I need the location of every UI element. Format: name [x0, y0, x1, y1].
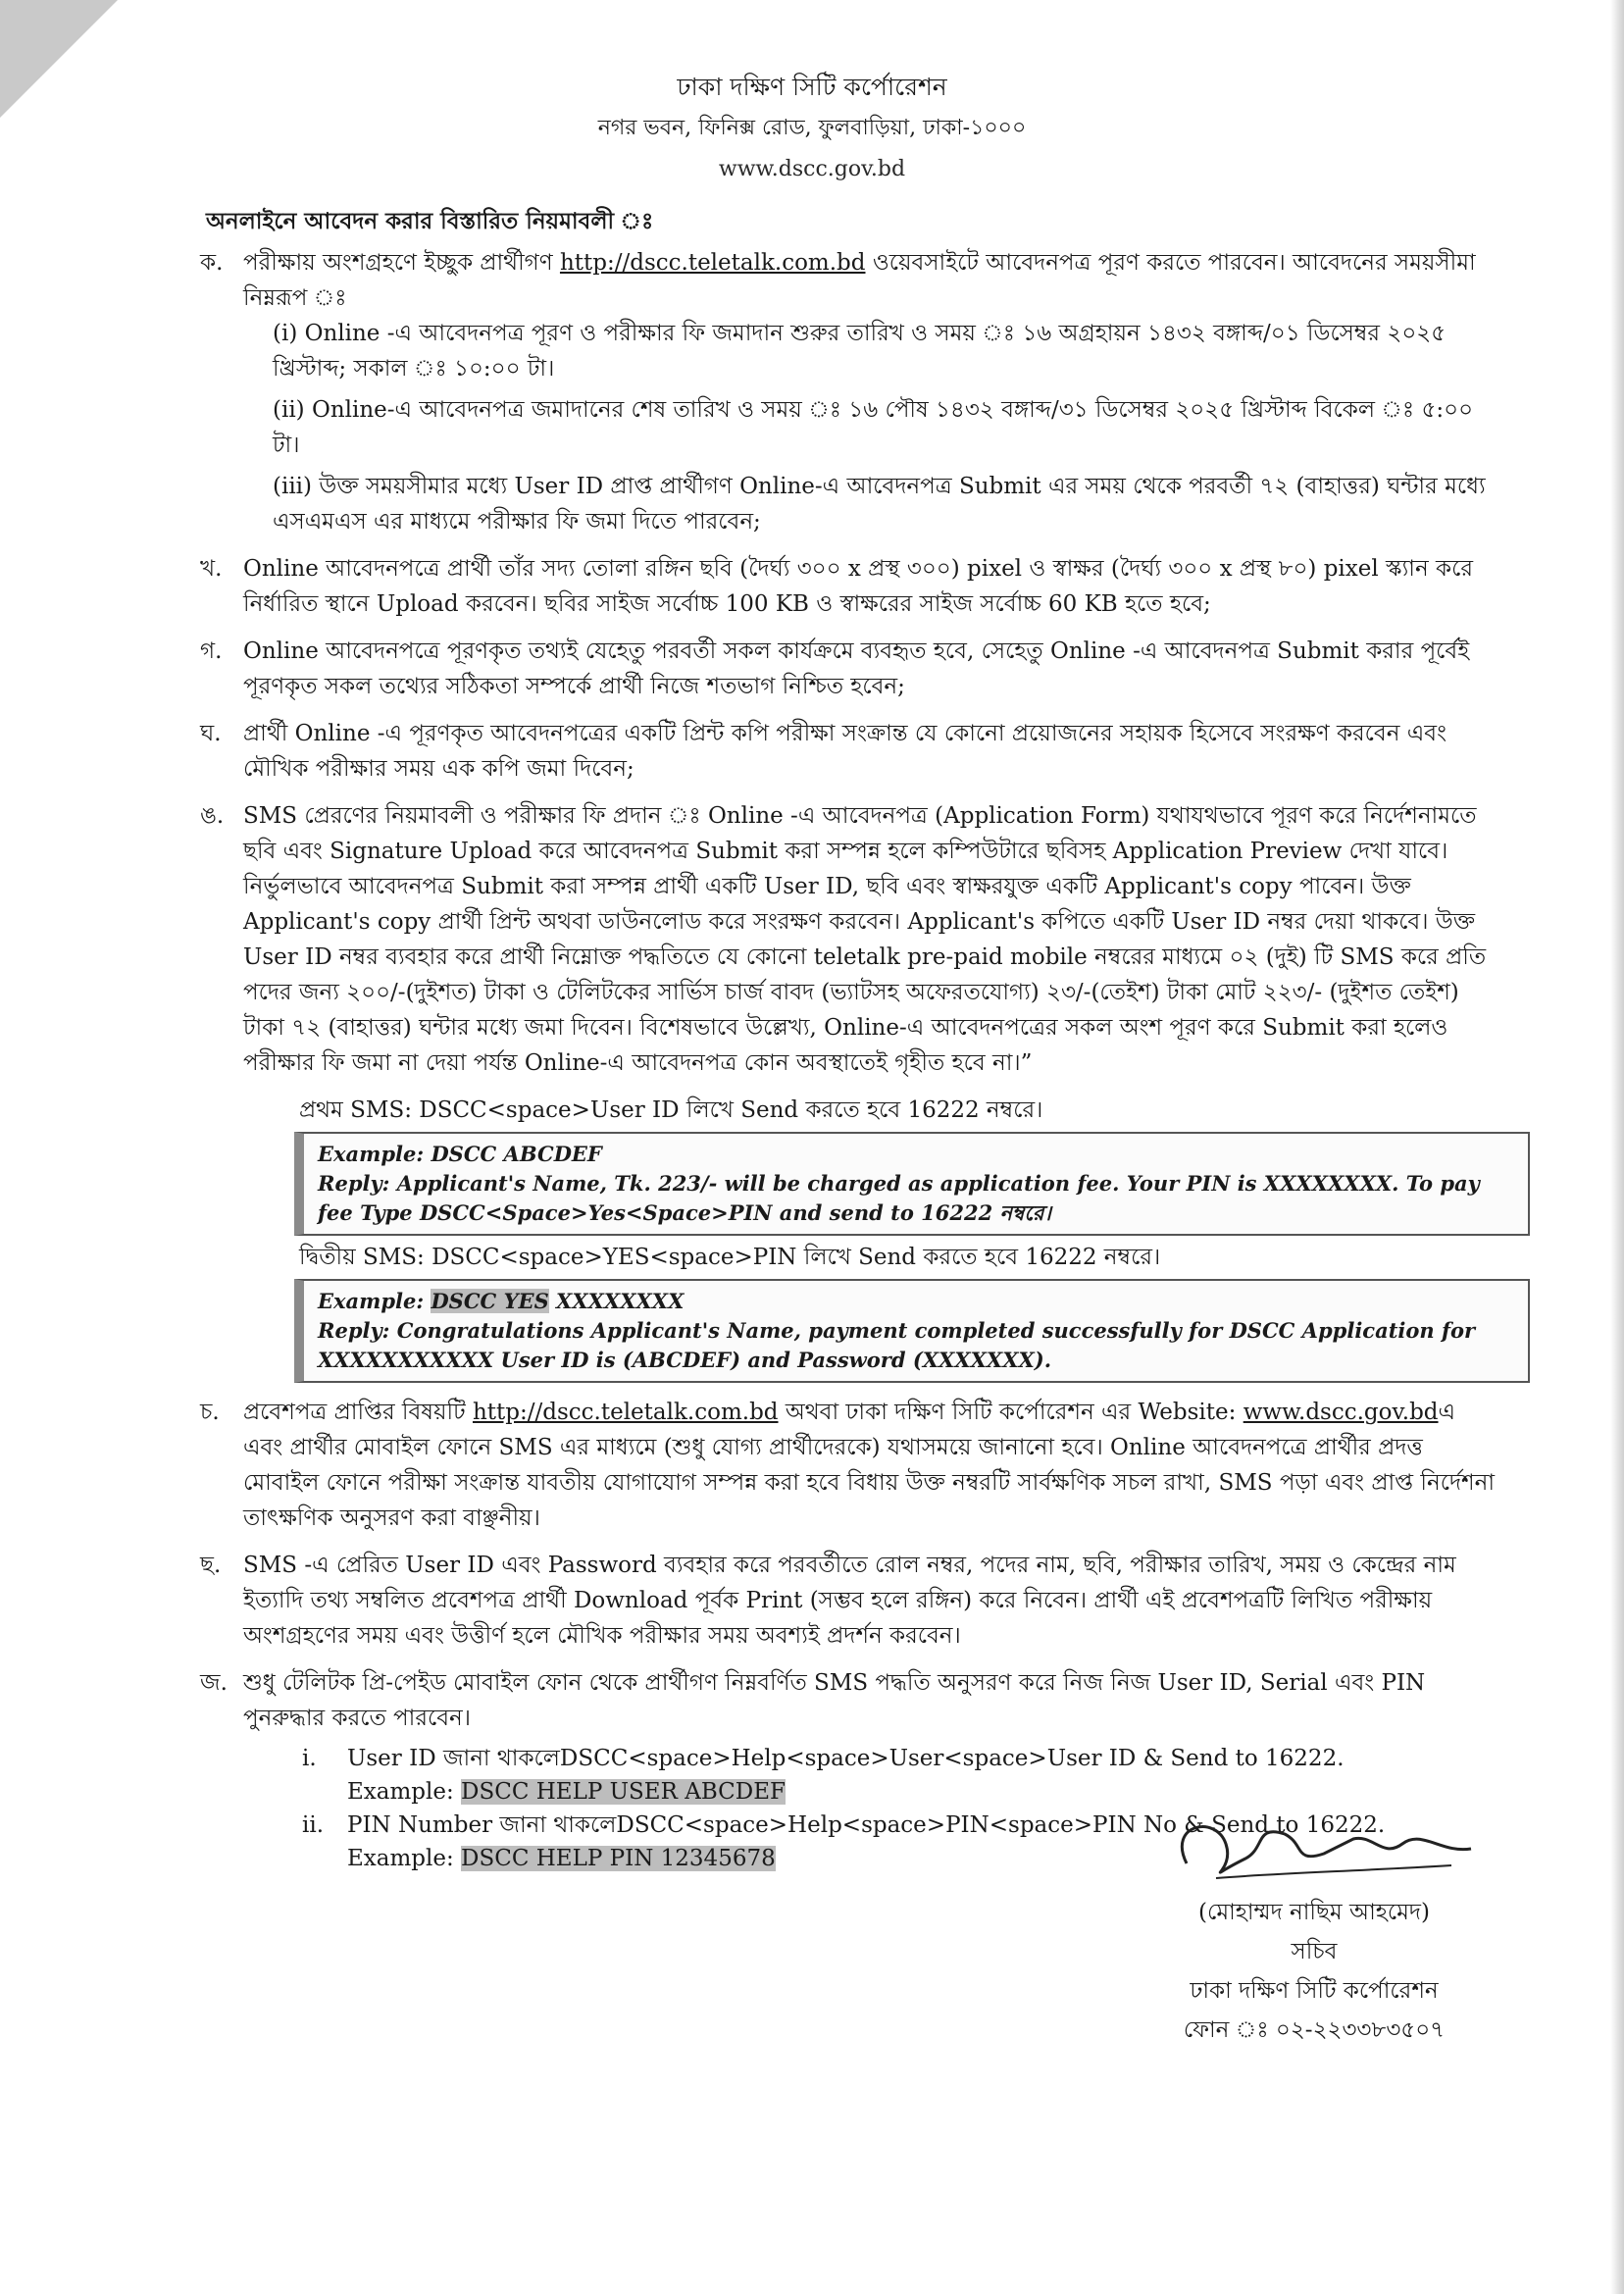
example-line	[318, 1287, 1514, 1316]
item-text: ওয়েবসাইটে আবেদনপত্র পূরণ করতে পারবেন। আবেদনের সময়সীমা নিম্নরূপ ঃ	[243, 250, 1476, 311]
example-label: Example:	[347, 1846, 462, 1871]
reply-line: Reply: Applicant's Name, Tk. 223/- will be charged as application fee. Your PIN is XXXXXXXX. To pay fee Type DSCC<Space>Yes<Space>PIN and send to 16222 নম্বরে।	[318, 1171, 1480, 1225]
example-prefix: Example:	[318, 1289, 431, 1313]
teletalk-link[interactable]: http://dscc.teletalk.com.bd	[472, 1400, 779, 1425]
first-sms: প্রথম SMS: DSCC<space>User ID লিখে Send করতে হবে 16222 নম্বরে।	[299, 1097, 1043, 1123]
list-number: ii.	[302, 1812, 325, 1838]
item-cha	[200, 1395, 1500, 1536]
section-title: অনলাইনে আবেদন করার বিস্তারিত নিয়মাবলী ঃ	[206, 208, 654, 234]
item-kha	[200, 551, 1500, 622]
item-gha	[200, 716, 1500, 787]
item-text: প্রার্থী Online -এ পূরণকৃত আবেদনপত্রের একটি প্রিন্ট কপি পরীক্ষা সংক্রান্ত যে কোনো প্রয়োজনের সহায়ক হিসেবে সংরক্ষণ করবেন এবং মৌখিক পরীক্ষার সময় এক কপি জমা দিবেন;	[243, 721, 1446, 782]
org-website[interactable]: www.dscc.gov.bd	[718, 157, 906, 181]
list-text: User ID জানা থাকলেDSCC<space>Help<space>User<space>User ID & Send to 16222.	[347, 1746, 1345, 1771]
list-example	[347, 1775, 1500, 1809]
example-box-1	[294, 1132, 1530, 1236]
item-text: SMS -এ প্রেরিত User ID এবং Password ব্যবহার করে পরবর্তীতে রোল নম্বর, পদের নাম, ছবি, পরীক্ষার তারিখ, সময় ও কেন্দ্রের নাম ইত্যাদি তথ্য সম্বলিত প্রবেশপত্র প্রার্থী Download পূর্বক Print (সম্ভব হলে রঙ্গিন) করে নিবেন। প্রার্থী এই প্রবেশপত্রটি লিখিত পরীক্ষায় অংশগ্রহণের সময় এবং উত্তীর্ণ হলে মৌখিক পরীক্ষার সময় অবশ্যই প্রদর্শন করবেন।	[243, 1553, 1456, 1649]
example-box-2	[294, 1279, 1530, 1383]
list-item	[302, 1742, 1500, 1809]
schedule-list	[243, 316, 1500, 539]
signature-block	[1108, 1805, 1520, 2050]
schedule-fee: (iii) উক্ত সময়সীমার মধ্যে User ID প্রাপ্ত প্রার্থীগণ Online-এ আবেদনপত্র Submit এর সময় থেকে পরবর্তী ৭২ (বাহাত্তর) ঘন্টার মধ্যে এসএমএস এর মাধ্যমে পরীক্ষার ফি জমা দিতে পারবেন;	[273, 474, 1486, 535]
item-text: SMS প্রেরণের নিয়মাবলী ও পরীক্ষার ফি প্রদান ঃ Online -এ আবেদনপত্র (Application Form) যথাযথভাবে পূরণ করে নির্দেশনামতে ছবি এবং Signature Upload করে আবেদনপত্র Submit করা সম্পন্ন হলে কম্পিউটারে ছবিসহ Application Preview দেখা যাবে। নির্ভুলভাবে আবেদনপত্র Submit করা সম্পন্ন প্রার্থী একটি User ID, ছবি এবং স্বাক্ষরযুক্ত একটি Applicant's copy পাবেন। উক্ত Applicant's copy প্রার্থী প্রিন্ট অথবা ডাউনলোড করে সংরক্ষণ করবেন। Applicant's কপিতে একটি User ID নম্বর দেয়া থাকবে। উক্ত User ID নম্বর ব্যবহার করে প্রার্থী নিম্নোক্ত পদ্ধতিতে যে কোনো teletalk pre-paid mobile নম্বরের মাধ্যমে ০২ (দুই) টি SMS করে প্রতি পদের জন্য ২০০/-(দুইশত) টাকা ও টেলিটকের সার্ভিস চার্জ বাবদ (ভ্যাটসহ অফেরতযোগ্য) ২৩/-(তেইশ) টাকা মোট ২২৩/- (দুইশত তেইশ) টাকা ৭২ (বাহাত্তর) ঘন্টার মধ্যে জমা দিবেন। বিশেষভাবে উল্লেখ্য, Online-এ আবেদনপত্রের সকল অংশ পূরণ করে Submit করা হলেও পরীক্ষার ফি জমা না দেয়া পর্যন্ত Online-এ আবেদনপত্র কোন অবস্থাতেই গৃহীত হবে না।”	[243, 803, 1487, 1076]
item-marker: ক.	[200, 250, 224, 276]
item-text: শুধু টেলিটক প্রি-পেইড মোবাইল ফোন থেকে প্রার্থীগণ নিম্নবর্ণিত SMS পদ্ধতি অনুসরণ করে নিজ নিজ User ID, Serial এবং PIN পুনরুদ্ধার করতে পারবেন।	[243, 1670, 1426, 1731]
item-text: পরীক্ষায় অংশগ্রহণে ইচ্ছুক প্রার্থীগণ	[243, 250, 553, 276]
example-highlight: DSCC HELP PIN 12345678	[461, 1846, 776, 1871]
dscc-website-link[interactable]: www.dscc.gov.bd	[1243, 1400, 1439, 1425]
item-marker: ছ.	[200, 1553, 222, 1578]
list-number: i.	[302, 1746, 317, 1771]
scan-edge	[1610, 0, 1624, 2294]
second-sms: দ্বিতীয় SMS: DSCC<space>YES<space>PIN লিখে Send করতে হবে 16222 নম্বরে।	[299, 1245, 1161, 1270]
org-name: ঢাকা দক্ষিণ সিটি কর্পোরেশন	[677, 73, 947, 101]
example-line: Example: DSCC ABCDEF	[318, 1142, 602, 1166]
example-highlight: DSCC YES	[431, 1289, 549, 1313]
org-address: নগর ভবন, ফিনিক্স রোড, ফুলবাড়িয়া, ঢাকা-১০০০	[597, 116, 1027, 140]
item-ga	[200, 634, 1500, 704]
instructions	[200, 204, 1500, 1887]
item-ka	[200, 245, 1500, 539]
signatory-organization: ঢাকা দক্ষিণ সিটি কর্পোরেশন	[1190, 1978, 1439, 2004]
item-text: প্রবেশপত্র প্রাপ্তির বিষয়টি	[243, 1400, 466, 1425]
item-chha	[200, 1548, 1500, 1654]
example-suffix: XXXXXXXX	[548, 1289, 685, 1313]
handwritten-signature	[1157, 1805, 1491, 1893]
item-text: Online আবেদনপত্রে পূরণকৃত তথ্যই যেহেতু পরবর্তী সকল কার্যক্রমে ব্যবহৃত হবে, সেহেতু Online -এ আবেদনপত্র Submit করার পূর্বেই পূরণকৃত সকল তথ্যের সঠিকতা সম্পর্কে প্রার্থী নিজে শতভাগ নিশ্চিত হবেন;	[243, 638, 1470, 699]
item-marker: ঙ.	[200, 803, 225, 829]
item-marker: চ.	[200, 1400, 220, 1425]
teletalk-link[interactable]: http://dscc.teletalk.com.bd	[559, 250, 866, 276]
item-marker: ঘ.	[200, 721, 222, 746]
signatory-designation: সচিব	[1291, 1939, 1338, 1964]
item-uma	[200, 798, 1500, 1081]
reply-line: Reply: Congratulations Applicant's Name, payment completed successfully for DSCC Application for XXXXXXXXXXX User ID is (ABCDEF) and Password (XXXXXXX).	[318, 1318, 1476, 1372]
item-marker: জ.	[200, 1670, 228, 1696]
example-highlight: DSCC HELP USER ABCDEF	[461, 1779, 786, 1805]
list-text: PIN Number জানা থাকলেDSCC<space>Help<space>PIN<space>PIN No & Send to 16222.	[347, 1812, 1386, 1838]
schedule-start: (i) Online -এ আবেদনপত্র পূরণ ও পরীক্ষার ফি জমাদান শুরুর তারিখ ও সময় ঃ ১৬ অগ্রহায়ন ১৪৩২ বঙ্গাব্দ/০১ ডিসেম্বর ২০২৫ খ্রিস্টাব্দ; সকাল ঃ ১০:০০ টা।	[273, 321, 1446, 382]
signatory-phone: ফোন ঃ ০২-২২৩৩৮৩৫০৭	[1183, 2017, 1446, 2043]
example-label: Example:	[347, 1779, 462, 1805]
signatory-name: (মোহাম্মদ নাছিম আহমেদ)	[1198, 1900, 1430, 1925]
item-text: অথবা ঢাকা দক্ষিণ সিটি কর্পোরেশন এর Website:	[785, 1400, 1237, 1425]
schedule-end: (ii) Online-এ আবেদনপত্র জমাদানের শেষ তারিখ ও সময় ঃ ১৬ পৌষ ১৪৩২ বঙ্গাব্দ/৩১ ডিসেম্বর ২০২৫ খ্রিস্টাব্দ বিকেল ঃ ৫:০০ টা।	[273, 397, 1474, 458]
item-text: এ এবং প্রার্থীর মোবাইল ফোনে SMS এর মাধ্যমে (শুধু যোগ্য প্রার্থীদেরকে) যথাসময়ে জানানো হবে। Online আবেদনপত্রে প্রার্থীর প্রদত্ত মোবাইল ফোনে পরীক্ষা সংক্রান্ত যাবতীয় যোগাযোগ সম্পন্ন করা হবে বিধায় উক্ত নম্বরটি সার্বক্ষণিক সচল রাখা, SMS পড়া এবং প্রাপ্ত নির্দেশনা তাৎক্ষণিক অনুসরণ করা বাঞ্ছনীয়।	[243, 1400, 1496, 1531]
item-text: Online আবেদনপত্রে প্রার্থী তাঁর সদ্য তোলা রঙ্গিন ছবি (দৈর্ঘ্য ৩০০ x প্রস্থ ৩০০) pixel ও স্বাক্ষর (দৈর্ঘ্য ৩০০ x প্রস্থ ৮০) pixel স্ক্যান করে নির্ধারিত স্থানে Upload করবেন। ছবির সাইজ সর্বোচ্চ 100 KB ও স্বাক্ষরের সাইজ সর্বোচ্চ 60 KB হতে হবে;	[243, 556, 1473, 617]
letterhead	[0, 67, 1624, 190]
item-marker: গ.	[200, 638, 223, 664]
item-marker: খ.	[200, 556, 223, 582]
